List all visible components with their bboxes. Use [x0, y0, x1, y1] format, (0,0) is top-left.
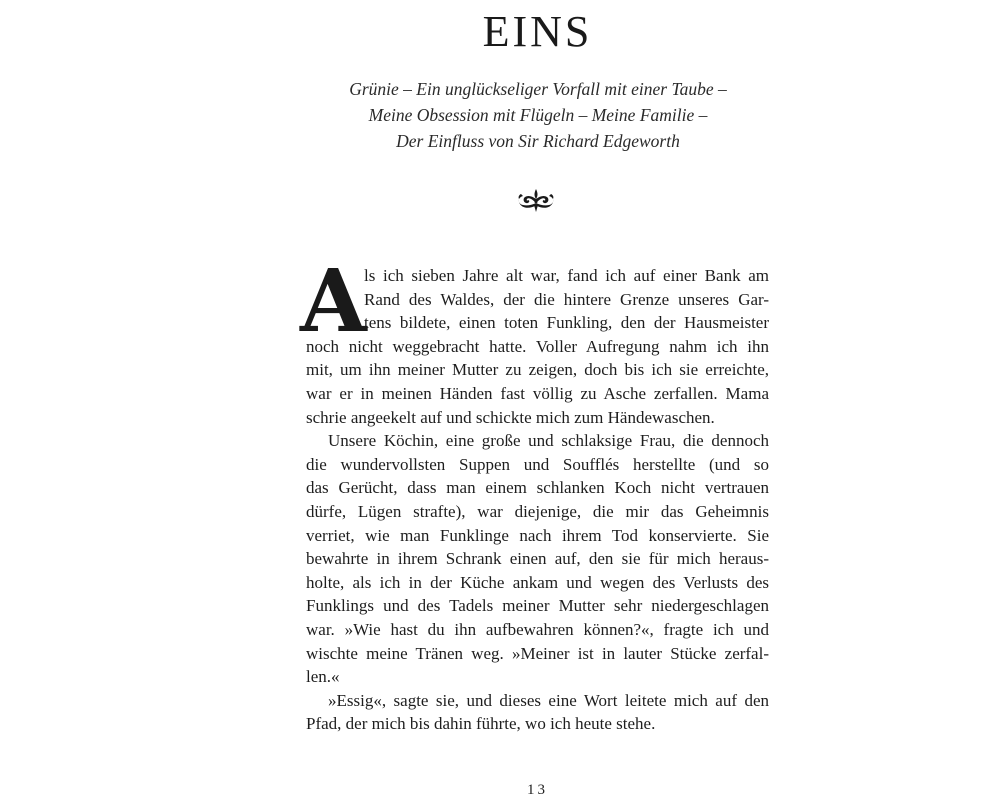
text-line: war. »Wie hast du ihn aufbewahren können?«, fragte ich und [306, 619, 769, 639]
text-line: wischte meine Tränen weg. »Meiner ist in lauter Stücke zerfal- [306, 643, 769, 663]
text-line: ls ich sieben Jahre alt war, fand ich auf einer Bank am [364, 266, 769, 285]
page-number: 13 [527, 782, 548, 798]
text-line: das Gerücht, dass man einem schlanken Koch nicht vertrauen [306, 478, 769, 498]
chapter-summary [288, 76, 788, 154]
text-line: Unsere Köchin, eine große und schlaksige Frau, die dennoch [328, 431, 769, 451]
text-line: dürfe, Lügen strafte), war diejenige, die mir das Geheimnis [306, 501, 769, 521]
text-line: noch nicht weggebracht hatte. Voller Aufregung nahm ich ihn [306, 336, 769, 356]
drop-cap: A [300, 251, 367, 352]
text-line: verriet, wie man Funklinge nach ihrem Tod konservierte. Sie [306, 525, 769, 545]
text-line: bewahrte in ihrem Schrank einen auf, den sie für mich heraus- [306, 549, 769, 569]
chapter-body [300, 251, 769, 736]
text-line: »Essig«, sagte sie, und dieses eine Wort leitete mich auf den [328, 690, 769, 710]
text-line: holte, als ich in der Küche ankam und wegen des Verlusts des [306, 572, 769, 592]
text-line: tens bildete, einen toten Funkling, den der Hausmeister [364, 313, 769, 333]
summary-line: Meine Obsession mit Flügeln – Meine Familie – [368, 105, 708, 125]
text-line: Funklings und des Tadels meiner Mutter sehr niedergeschlagen [306, 596, 769, 616]
summary-line: Der Einfluss von Sir Richard Edgeworth [396, 131, 680, 151]
text-line: mit, um ihn meiner Mutter zu zeigen, doch bis ich sie erreichte, [306, 360, 769, 380]
fleuron-ornament-icon [515, 186, 557, 214]
text-line: Rand des Waldes, der die hintere Grenze unseres Gar- [364, 289, 769, 309]
text-line: len.« [306, 667, 340, 687]
chapter-title: EINS [482, 7, 593, 56]
summary-line: Grünie – Ein unglückseliger Vorfall mit einer Taube – [349, 79, 727, 99]
text-line: die wundervollsten Suppen und Soufflés herstellte (und so [306, 454, 769, 474]
text-line: war er in meinen Händen fast völlig zu Asche zerfallen. Mama [306, 383, 769, 403]
text-line: schrie angeekelt auf und schickte mich zum Händewaschen. [306, 407, 715, 427]
text-line: Pfad, der mich bis dahin führte, wo ich heute stehe. [306, 714, 656, 734]
